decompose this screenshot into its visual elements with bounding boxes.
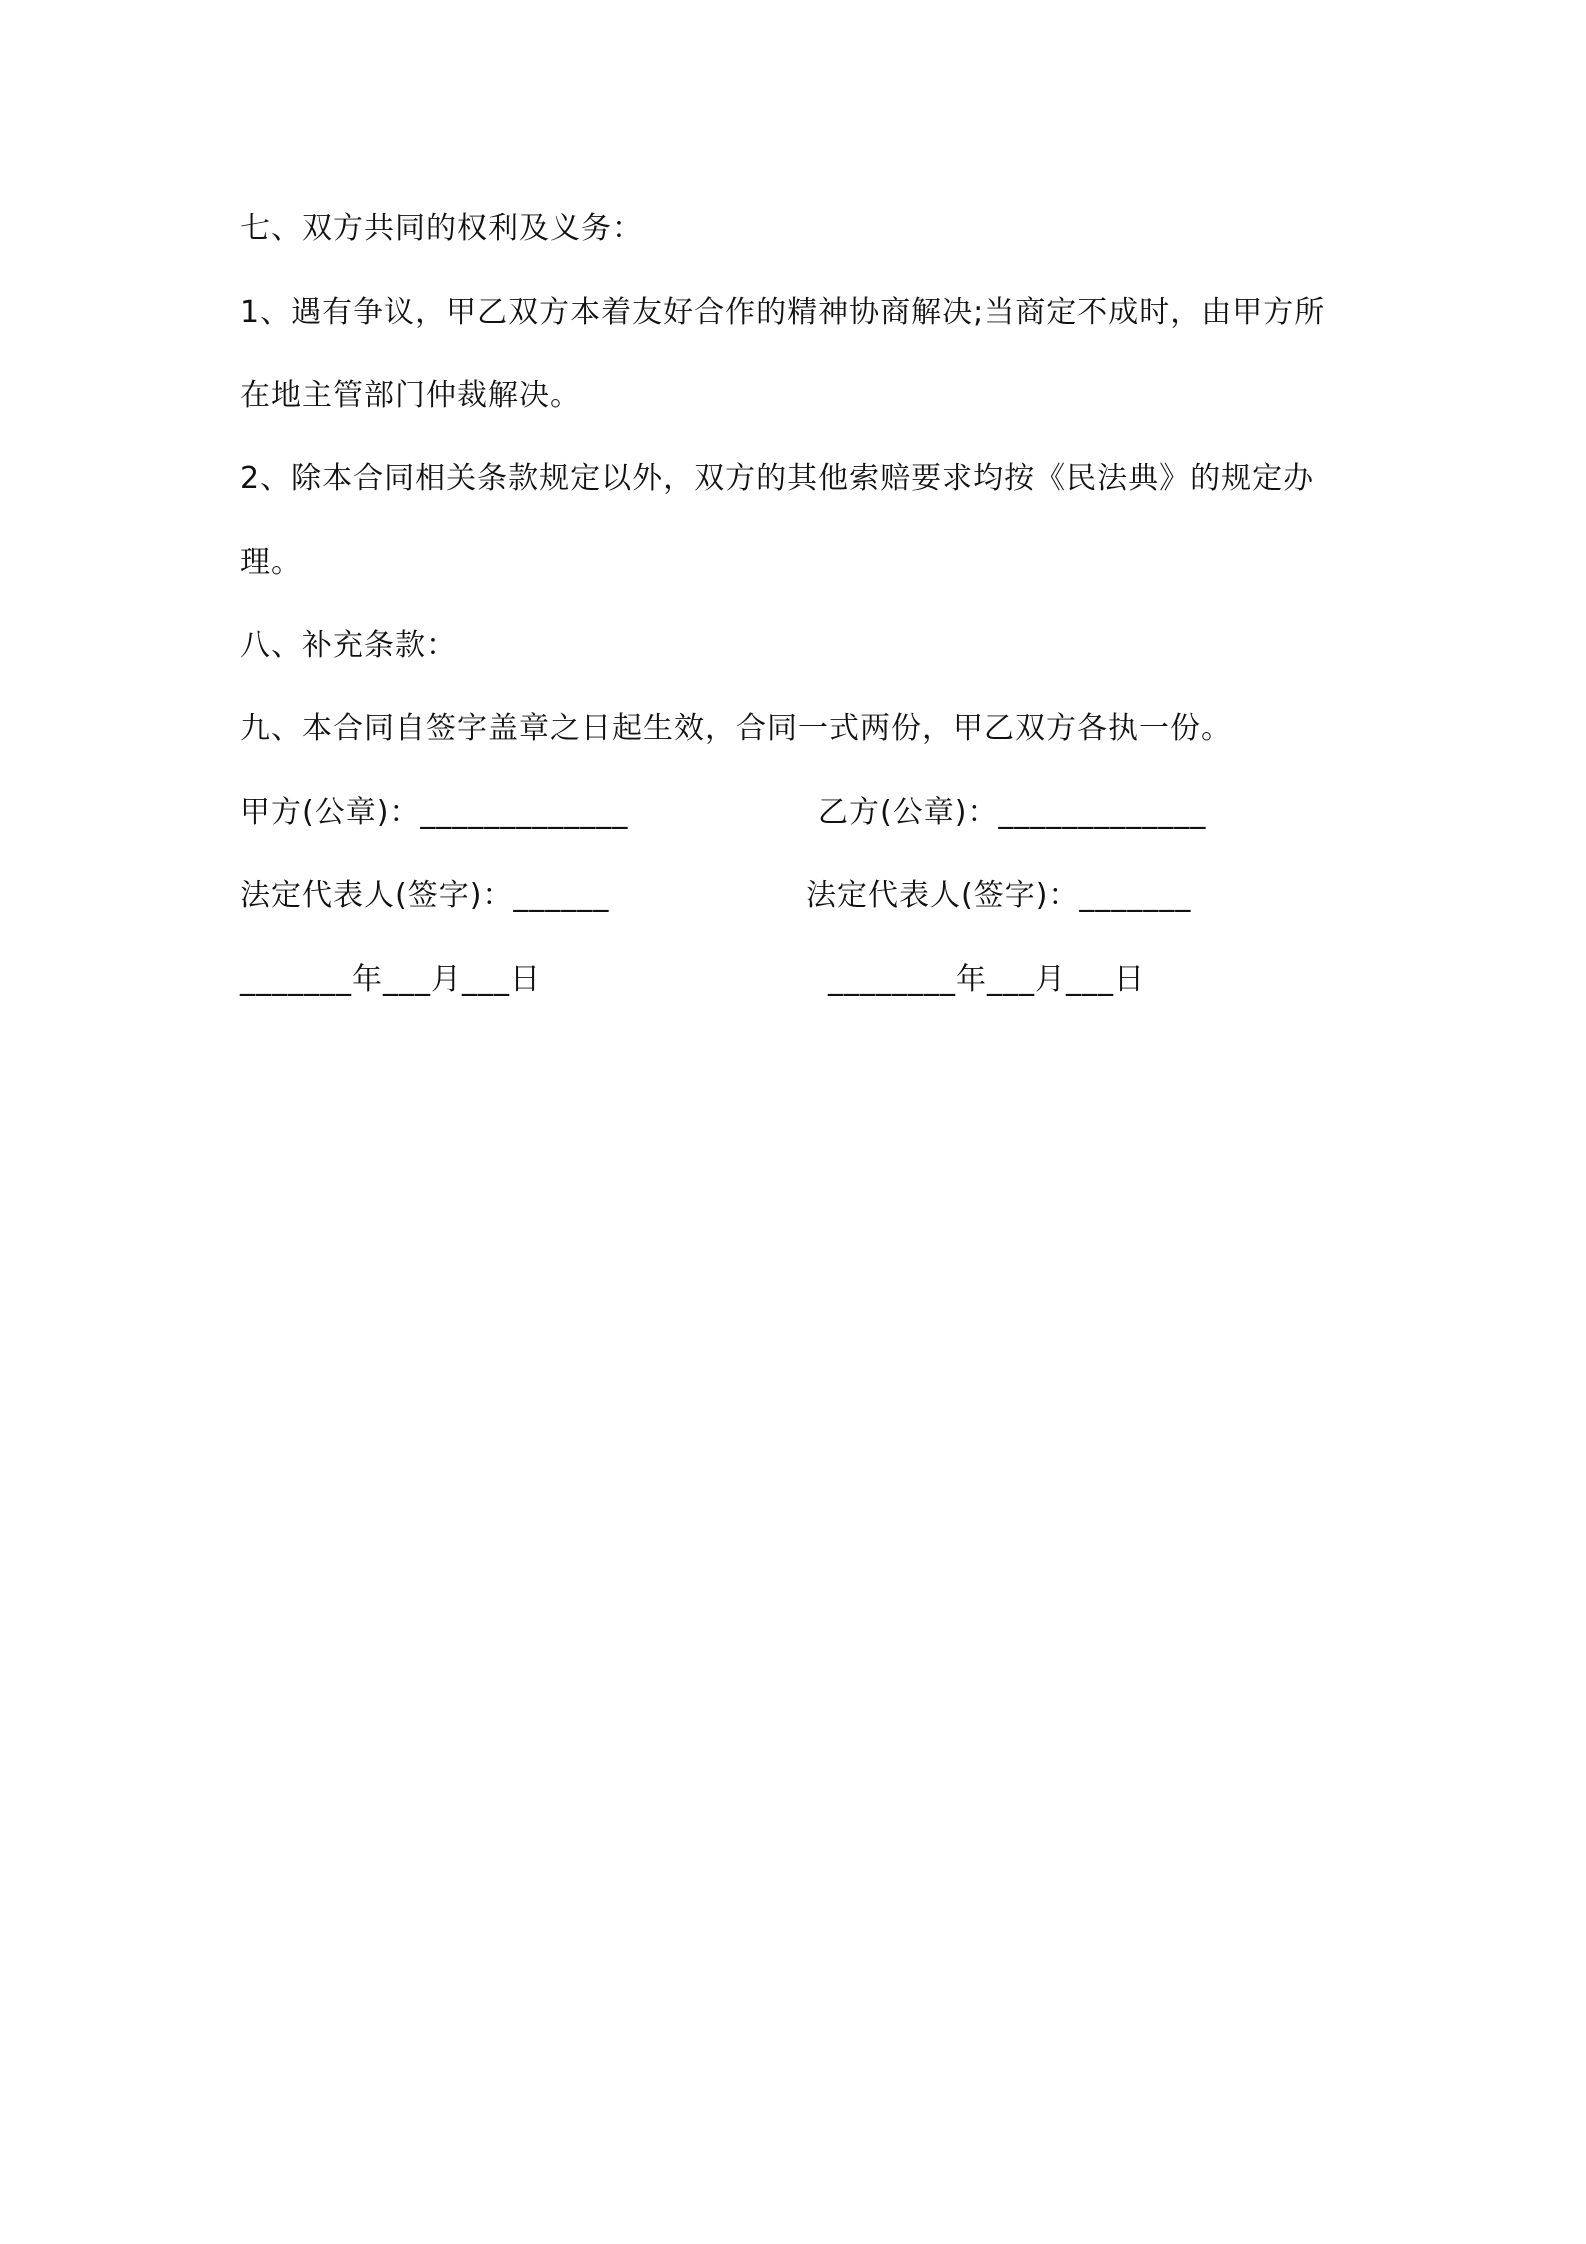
section-9-text: 九、本合同自签字盖章之日起生效，合同一式两份，甲乙双方各执一份。 xyxy=(240,711,1232,746)
party-a-representative-line: 法定代表人(签字)：______ xyxy=(240,878,610,913)
section-7-item-1-line-1: 1、遇有争议，甲乙双方本着友好合作的精神协商解决;当商定不成时，由甲方所 xyxy=(240,295,1326,330)
party-a-date-line: _______年___月___日 xyxy=(240,962,541,997)
section-7-item-2-line-2: 理。 xyxy=(240,545,302,580)
party-b-seal-line: 乙方(公章)：_____________ xyxy=(818,795,1207,830)
party-b-representative-line: 法定代表人(签字)：_______ xyxy=(806,878,1192,913)
section-7-heading: 七、双方共同的权利及义务： xyxy=(240,211,643,246)
section-8-heading: 八、补充条款： xyxy=(240,628,457,663)
party-b-date-line: ________年___月___日 xyxy=(828,962,1145,997)
section-7-item-2-line-1: 2、除本合同相关条款规定以外，双方的其他索赔要求均按《民法典》的规定办 xyxy=(240,461,1315,496)
party-a-seal-line: 甲方(公章)：_____________ xyxy=(240,795,629,830)
section-7-item-1-line-2: 在地主管部门仲裁解决。 xyxy=(240,378,581,413)
